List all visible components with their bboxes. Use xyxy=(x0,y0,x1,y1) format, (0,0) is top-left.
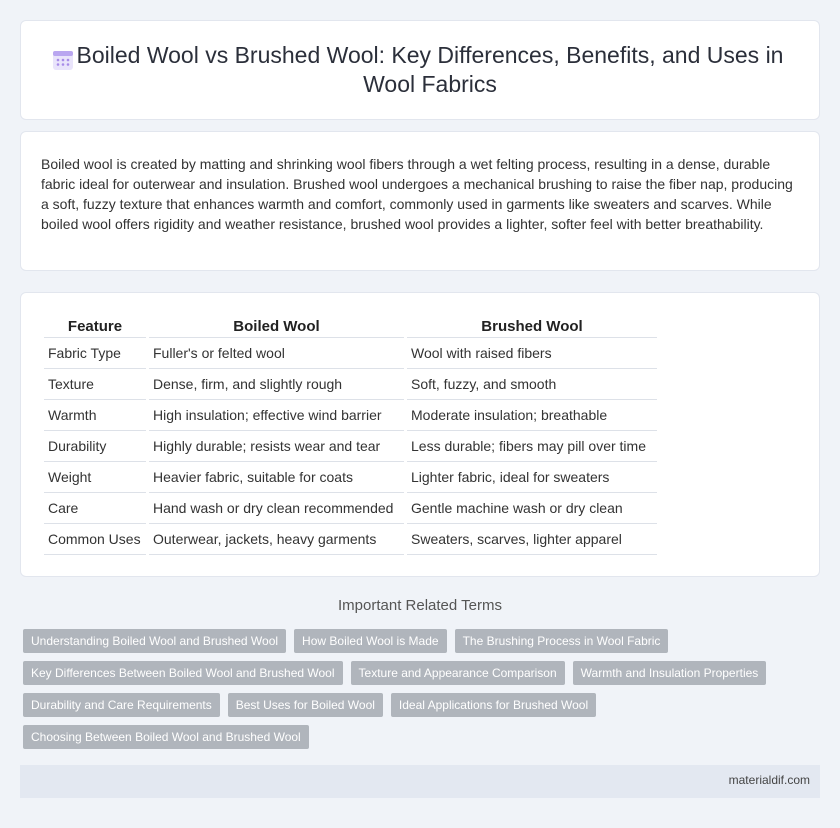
row-brushed: Soft, fuzzy, and smooth xyxy=(407,369,657,400)
summary-card xyxy=(20,131,820,271)
related-term-tag[interactable]: Warmth and Insulation Properties xyxy=(573,661,767,685)
footer xyxy=(20,765,820,798)
row-feature: Warmth xyxy=(44,400,146,431)
related-terms-heading: Important Related Terms xyxy=(338,597,502,614)
table-row xyxy=(44,462,657,493)
row-boiled: Dense, firm, and slightly rough xyxy=(149,369,404,400)
row-feature: Weight xyxy=(44,462,146,493)
page-title: Boiled Wool vs Brushed Wool: Key Differences, Benefits, and Uses in Wool Fabrics xyxy=(76,42,784,97)
table-row xyxy=(44,400,657,431)
related-term-tag[interactable]: The Brushing Process in Wool Fabric xyxy=(455,629,669,653)
related-term-tag[interactable]: Texture and Appearance Comparison xyxy=(351,661,565,685)
row-boiled: Fuller's or felted wool xyxy=(149,338,404,369)
related-term-tag[interactable]: Understanding Boiled Wool and Brushed Wool xyxy=(23,629,286,653)
row-brushed: Wool with raised fibers xyxy=(407,338,657,369)
related-term-tag[interactable]: Key Differences Between Boiled Wool and Brushed Wool xyxy=(23,661,343,685)
table-row xyxy=(44,431,657,462)
header-boiled-wool: Boiled Wool xyxy=(149,314,404,338)
row-brushed: Less durable; fibers may pill over time xyxy=(407,431,657,462)
table-row xyxy=(44,524,657,555)
row-boiled: High insulation; effective wind barrier xyxy=(149,400,404,431)
row-brushed: Lighter fabric, ideal for sweaters xyxy=(407,462,657,493)
summary-text: Boiled wool is created by matting and shrinking wool fibers through a wet felting process, resulting in a dense, durable fabric ideal for outerwear and insulation. Brushed wool undergoes a mechanical brushing to raise the fiber nap, producing a soft, fuzzy texture that enhances warmth and comfort, commonly used in garments like sweaters and scarves. While boiled wool offers rigidity and weather resistance, brushed wool provides a lighter, softer feel with better breathability. xyxy=(41,156,793,232)
row-boiled: Hand wash or dry clean recommended xyxy=(149,493,404,524)
row-feature: Fabric Type xyxy=(44,338,146,369)
row-brushed: Moderate insulation; breathable xyxy=(407,400,657,431)
footer-site-link[interactable]: materialdif.com xyxy=(728,773,810,787)
row-brushed: Sweaters, scarves, lighter apparel xyxy=(407,524,657,555)
row-feature: Durability xyxy=(44,431,146,462)
row-brushed: Gentle machine wash or dry clean xyxy=(407,493,657,524)
related-term-tag[interactable]: How Boiled Wool is Made xyxy=(294,629,447,653)
comparison-table xyxy=(41,314,660,555)
row-feature: Common Uses xyxy=(44,524,146,555)
comparison-table-card xyxy=(20,292,820,577)
related-term-tag[interactable]: Ideal Applications for Brushed Wool xyxy=(391,693,596,717)
header-feature: Feature xyxy=(44,314,146,338)
related-term-tag[interactable]: Durability and Care Requirements xyxy=(23,693,220,717)
related-terms-list xyxy=(23,629,813,749)
table-row xyxy=(44,493,657,524)
row-boiled: Heavier fabric, suitable for coats xyxy=(149,462,404,493)
row-boiled: Outerwear, jackets, heavy garments xyxy=(149,524,404,555)
title-card xyxy=(20,20,820,120)
row-feature: Care xyxy=(44,493,146,524)
related-term-tag[interactable]: Best Uses for Boiled Wool xyxy=(228,693,383,717)
row-boiled: Highly durable; resists wear and tear xyxy=(149,431,404,462)
related-term-tag[interactable]: Choosing Between Boiled Wool and Brushed Wool xyxy=(23,725,309,749)
table-row xyxy=(44,338,657,369)
row-feature: Texture xyxy=(44,369,146,400)
header-brushed-wool: Brushed Wool xyxy=(407,314,657,338)
table-header-row xyxy=(44,314,657,338)
table-row xyxy=(44,369,657,400)
